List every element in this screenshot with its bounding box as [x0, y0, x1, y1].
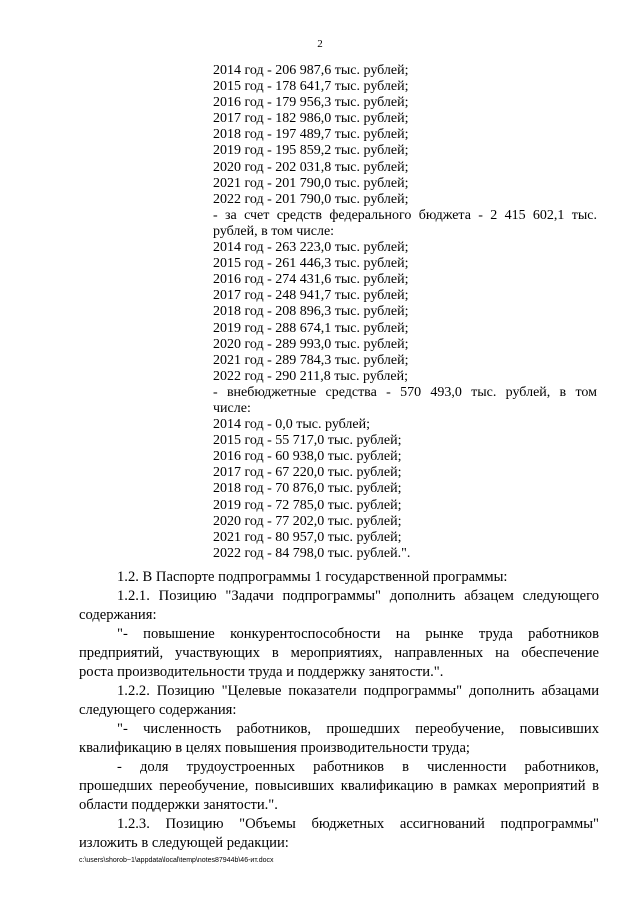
quote1-line1: "- повышение конкурентоспособности на рынке труда работников	[117, 626, 599, 642]
federal-year-line: 2019 год - 288 674,1 тыс. рублей;	[213, 320, 409, 336]
quote2-line2: квалификацию в целях повышения производительности труда;	[79, 740, 470, 756]
financing-block	[213, 63, 597, 562]
extra-year-line: 2020 год - 77 202,0 тыс. рублей;	[213, 513, 402, 529]
federal-year-line: 2014 год - 263 223,0 тыс. рублей;	[213, 240, 409, 256]
federal-year-line: 2022 год - 290 211,8 тыс. рублей;	[213, 368, 408, 384]
extra-year-line: 2021 год - 80 957,0 тыс. рублей;	[213, 529, 402, 545]
regional-year-line: 2015 год - 178 641,7 тыс. рублей;	[213, 79, 409, 95]
quote3-line3: области поддержки занятости.".	[79, 797, 278, 813]
federal-year-line: 2015 год - 261 446,3 тыс. рублей;	[213, 256, 409, 272]
regional-year-line: 2022 год - 201 790,0 тыс. рублей;	[213, 191, 409, 207]
paragraph-1-2-2-line1: 1.2.2. Позицию "Целевые показатели подпрограммы" дополнить абзацами	[117, 683, 599, 699]
extra-years-list	[213, 417, 597, 562]
federal-year-line: 2020 год - 289 993,0 тыс. рублей;	[213, 336, 409, 352]
federal-heading-line2: рублей, в том числе:	[213, 223, 335, 239]
federal-year-line: 2016 год - 274 431,6 тыс. рублей;	[213, 272, 409, 288]
paragraph-1-2-3-line2: изложить в следующей редакции:	[79, 835, 289, 851]
extra-year-line: 2015 год - 55 717,0 тыс. рублей;	[213, 433, 402, 449]
federal-heading-line1: - за счет средств федерального бюджета - 2 415 602,1 тыс.	[213, 207, 597, 223]
quote2-line1: "- численность работников, прошедших переобучение, повысивших	[117, 721, 599, 737]
regional-year-line: 2021 год - 201 790,0 тыс. рублей;	[213, 175, 409, 191]
federal-year-line: 2017 год - 248 941,7 тыс. рублей;	[213, 288, 409, 304]
extra-year-line: 2014 год - 0,0 тыс. рублей;	[213, 417, 371, 433]
federal-year-line: 2018 год - 208 896,3 тыс. рублей;	[213, 304, 409, 320]
regional-years-list	[213, 63, 597, 208]
extra-year-line: 2022 год - 84 798,0 тыс. рублей.".	[213, 545, 411, 561]
regional-year-line: 2016 год - 179 956,3 тыс. рублей;	[213, 95, 409, 111]
paragraph-1-2: 1.2. В Паспорте подпрограммы 1 государственной программы:	[117, 569, 508, 585]
main-text	[79, 568, 599, 853]
regional-year-line: 2017 год - 182 986,0 тыс. рублей;	[213, 111, 409, 127]
quote3-line2: прошедших переобучение, повысивших квалификацию в рамках мероприятий в	[79, 778, 599, 794]
regional-year-line: 2018 год - 197 489,7 тыс. рублей;	[213, 127, 409, 143]
quote1-line3: роста производительности труда и поддержку занятости.".	[79, 664, 444, 680]
extra-year-line: 2016 год - 60 938,0 тыс. рублей;	[213, 449, 402, 465]
extra-year-line: 2017 год - 67 220,0 тыс. рублей;	[213, 465, 402, 481]
file-path-footer: c:\users\shorob~1\appdata\local\temp\notes87944b\46-ит.docx	[79, 857, 274, 864]
paragraph-1-2-2-line2: следующего содержания:	[79, 702, 237, 718]
paragraph-1-2-1-line2: содержания:	[79, 607, 157, 623]
federal-years-list	[213, 240, 597, 385]
federal-year-line: 2021 год - 289 784,3 тыс. рублей;	[213, 352, 409, 368]
extra-heading-line1: - внебюджетные средства - 570 493,0 тыс. рублей, в том	[213, 384, 597, 400]
regional-year-line: 2020 год - 202 031,8 тыс. рублей;	[213, 159, 409, 175]
regional-year-line: 2014 год - 206 987,6 тыс. рублей;	[213, 63, 409, 78]
page-number: 2	[317, 38, 323, 50]
quote1-line2: предприятий, участвующих в мероприятиях, направленных на обеспечение	[79, 645, 599, 661]
paragraph-1-2-1-line1: 1.2.1. Позицию "Задачи подпрограммы" дополнить абзацем следующего	[117, 588, 599, 604]
regional-year-line: 2019 год - 195 859,2 тыс. рублей;	[213, 143, 409, 159]
quote3-line1: - доля трудоустроенных работников в численности работников,	[117, 759, 599, 775]
paragraph-1-2-3-line1: 1.2.3. Позицию "Объемы бюджетных ассигнований подпрограммы"	[117, 816, 599, 832]
extra-year-line: 2019 год - 72 785,0 тыс. рублей;	[213, 497, 402, 513]
extra-heading-line2: числе:	[213, 400, 251, 416]
extra-year-line: 2018 год - 70 876,0 тыс. рублей;	[213, 481, 402, 497]
